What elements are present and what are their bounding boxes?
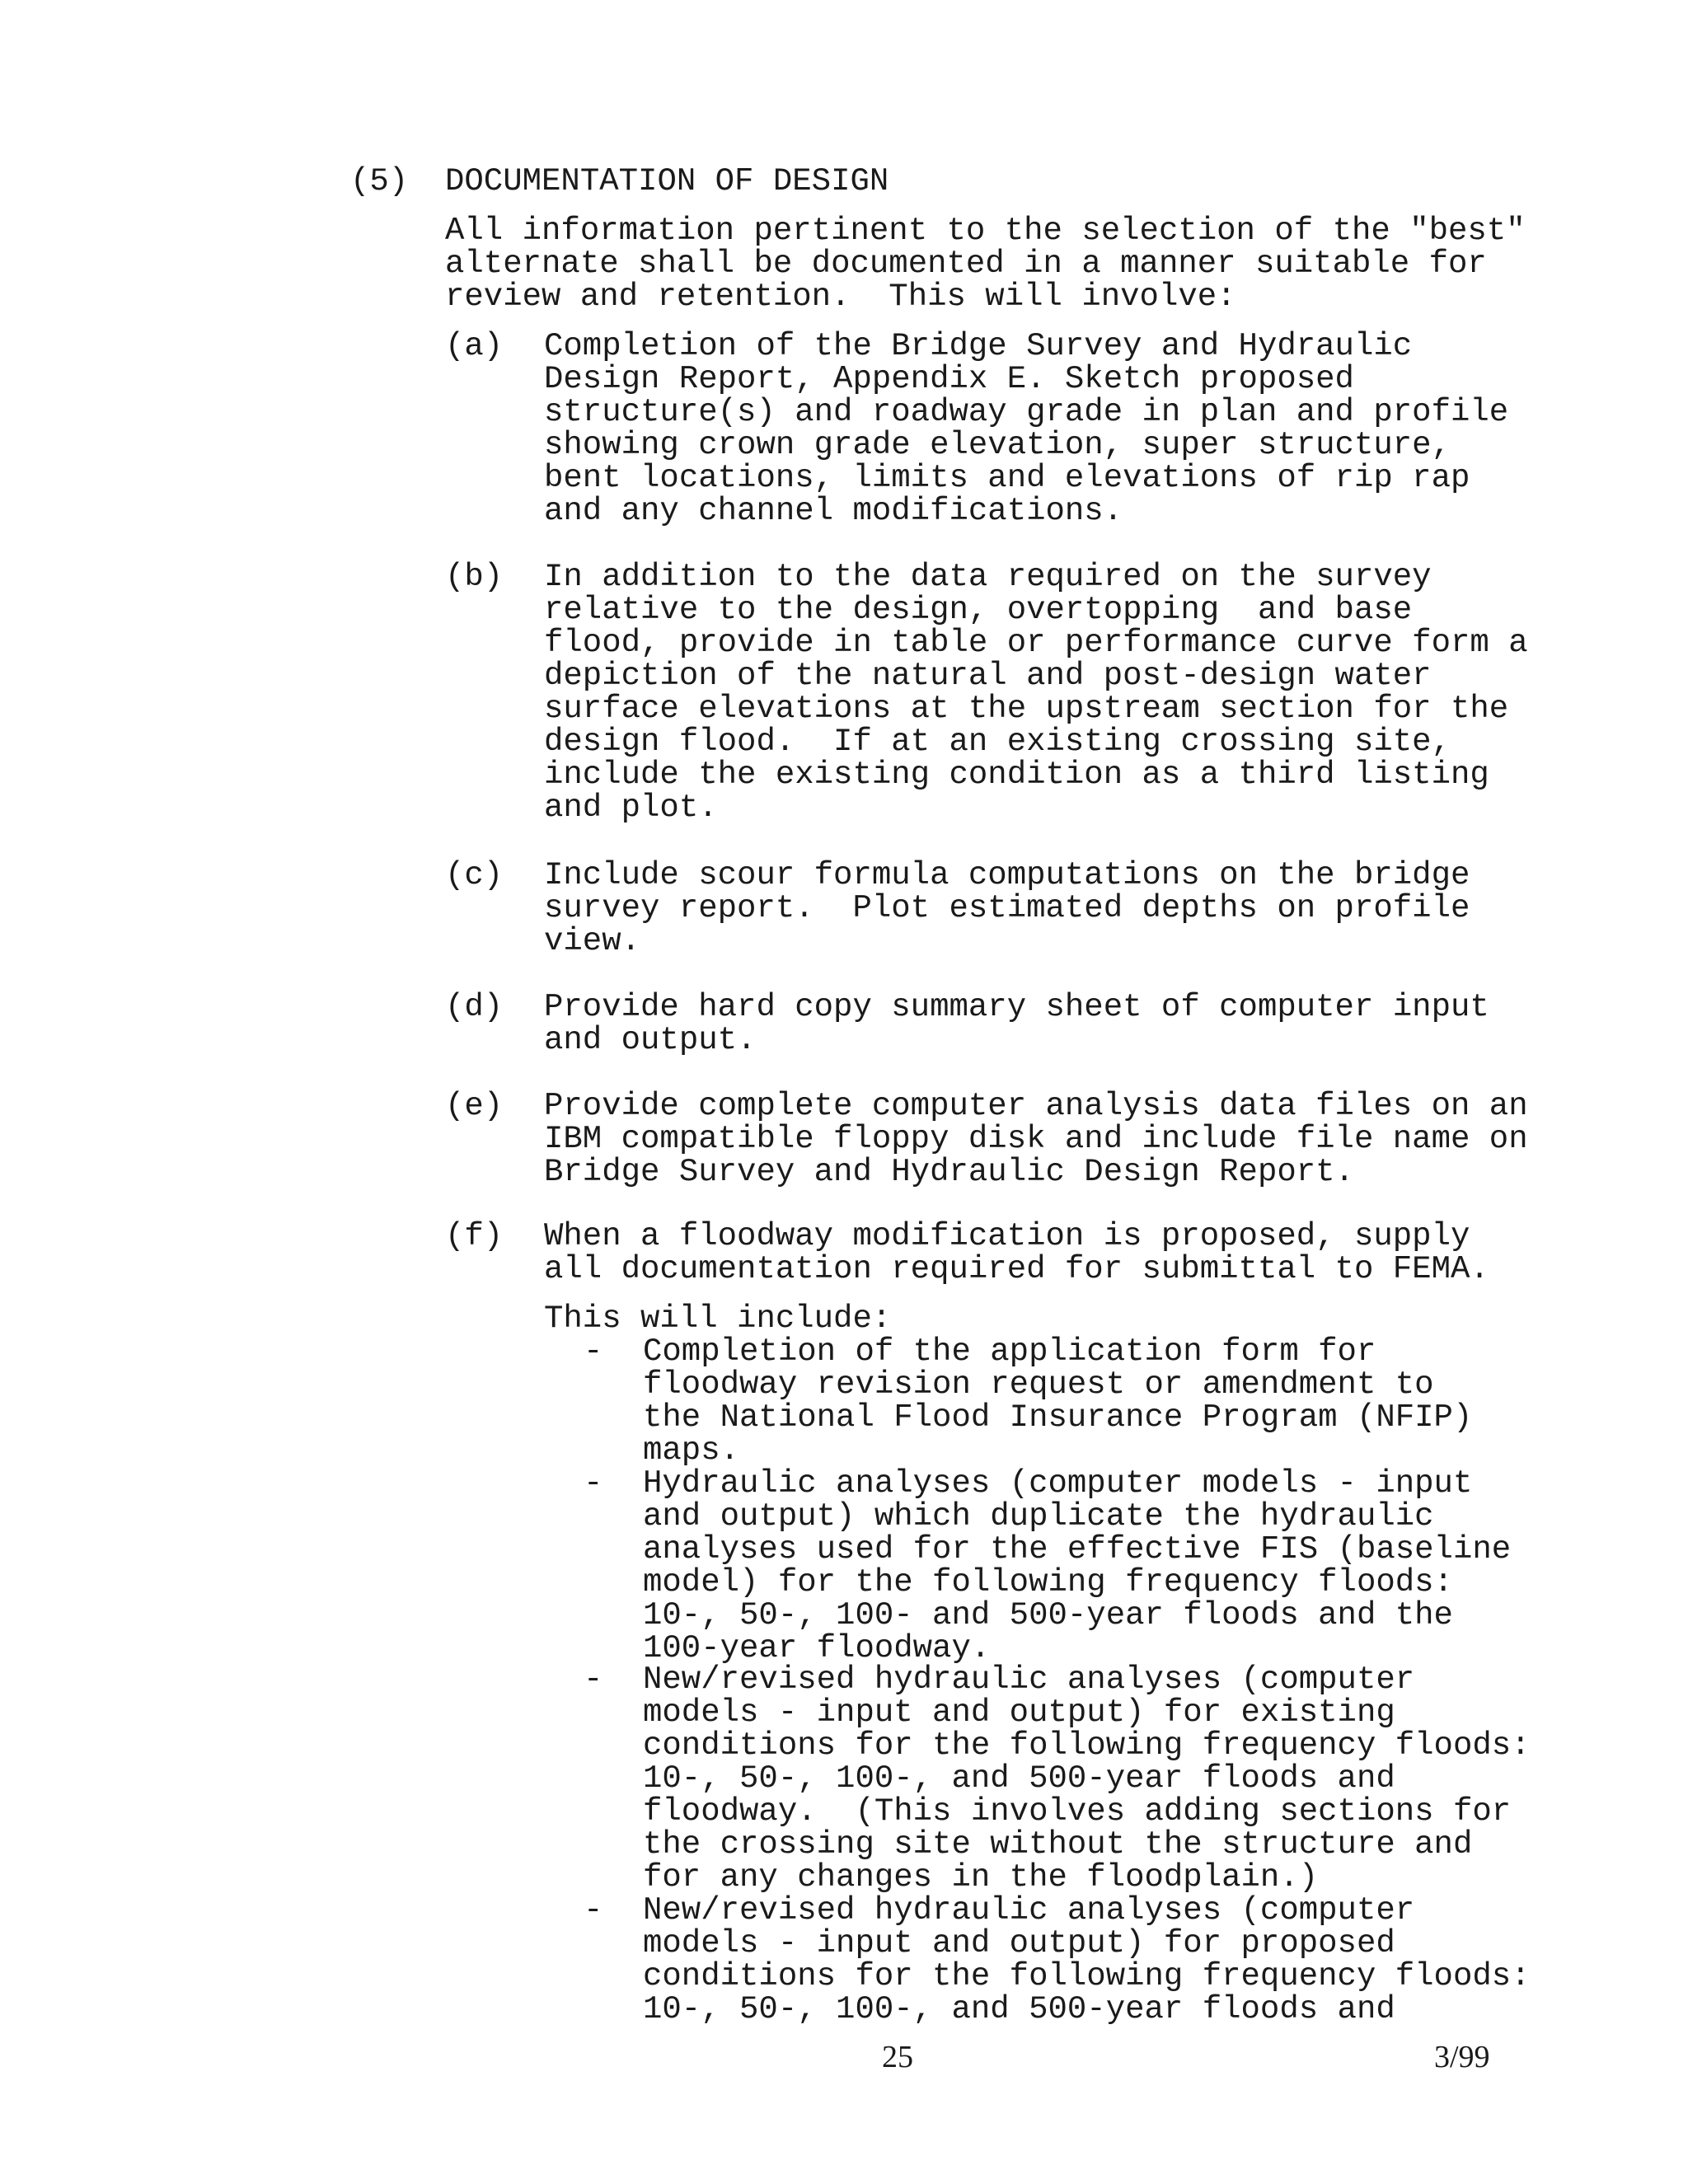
bullet-2-dash: - bbox=[584, 1465, 603, 1502]
item-f-letter: (f) bbox=[445, 1218, 504, 1254]
item-d-letter: (d) bbox=[445, 989, 504, 1025]
item-b-letter: (b) bbox=[445, 559, 504, 595]
page-number: 25 bbox=[882, 2040, 913, 2074]
item-e-text: Provide complete computer analysis data files on an IBM compatible floppy disk and include file name on Bridge Survey and Hydraulic Design Report. bbox=[544, 1088, 1528, 1190]
bullet-1-text: Completion of the application form for floodway revision request or amendment to the National Flood Insurance Program (NFIP) maps. bbox=[643, 1333, 1473, 1469]
bullet-2-text: Hydraulic analyses (computer models - input and output) which duplicate the hydraulic analyses used for the effective FIS (baseline model) for the following frequency floods: 10-, 50-, 100- and 500-year floods and the 100-year floodway. bbox=[643, 1465, 1512, 1666]
section-intro: All information pertinent to the selection of the "best" alternate shall be documented in a manner suitable for review and retention. This will involve: bbox=[445, 213, 1526, 315]
item-a-text: Completion of the Bridge Survey and Hydraulic Design Report, Appendix E. Sketch proposed structure(s) and roadway grade in plan and profile showing crown grade elevation, super structure, bent locations, limits and elevations of rip rap and any channel modifications. bbox=[544, 328, 1509, 529]
item-e-letter: (e) bbox=[445, 1088, 504, 1124]
bullet-3-dash: - bbox=[584, 1661, 603, 1698]
item-a-letter: (a) bbox=[445, 328, 504, 364]
item-b-text: In addition to the data required on the survey relative to the design, overtopping and base flood, provide in table or performance curve form a depiction of the natural and post-design water surface elevations at the upstream section for the design flood. If at an existing crossing site, include the existing condition as a third listing and plot. bbox=[544, 559, 1528, 826]
bullet-3-text: New/revised hydraulic analyses (computer models - input and output) for existing conditions for the following frequency floods: 10-, 50-, 100-, and 500-year floods and floodway. (This involves adding sections for the crossing site without the structure and for any changes in the floodplain.) bbox=[643, 1661, 1531, 1896]
revision-date: 3/99 bbox=[1434, 2040, 1490, 2074]
bullet-1-dash: - bbox=[584, 1333, 603, 1370]
item-c-text: Include scour formula computations on the bridge survey report. Plot estimated depths on profile view. bbox=[544, 857, 1470, 959]
item-f-subintro: This will include: bbox=[544, 1301, 892, 1337]
bullet-4-text: New/revised hydraulic analyses (computer models - input and output) for proposed conditions for the following frequency floods: 10-, 50-, 100-, and 500-year floods and bbox=[643, 1892, 1531, 2027]
item-f-text: When a floodway modification is proposed, supply all documentation required for submittal to FEMA. bbox=[544, 1218, 1489, 1287]
section-number: (5) bbox=[350, 163, 409, 199]
bullet-4-dash: - bbox=[584, 1892, 603, 1929]
item-c-letter: (c) bbox=[445, 857, 504, 893]
section-title: DOCUMENTATION OF DESIGN bbox=[445, 163, 889, 199]
item-d-text: Provide hard copy summary sheet of computer input and output. bbox=[544, 989, 1489, 1058]
